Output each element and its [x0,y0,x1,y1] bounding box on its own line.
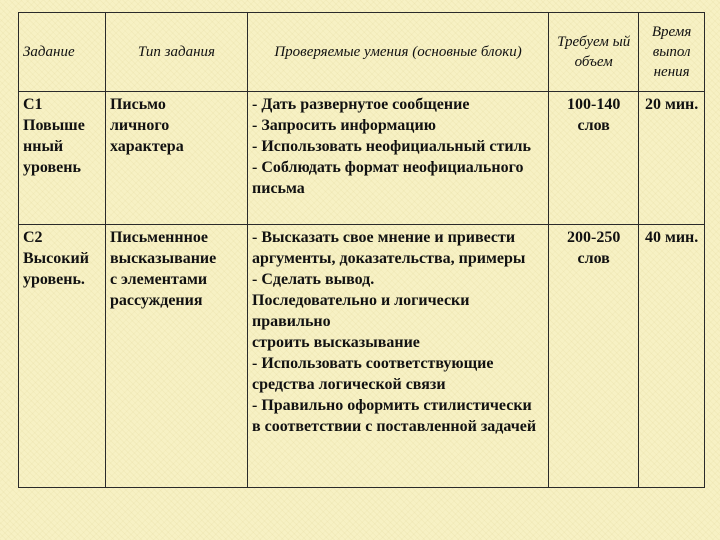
header-task: Задание [19,13,106,92]
skill-item: - Использовать неофициальный стиль [252,138,531,155]
table-row [19,225,705,488]
table-row [19,92,705,225]
skill-item: - Правильно оформить стилистически в соответствии с поставленной задачей [252,397,537,435]
skill-item: - Запросить информацию [252,117,436,134]
task-type-cell [105,225,247,488]
skill-item: Последовательно и логически правильно [252,292,470,330]
skill-item: - Сделать вывод. [252,271,375,288]
volume-cell [549,92,639,225]
volume-cell [549,225,639,488]
task-type-label: Письменнное высказывание с элементами рассуждения [109,229,217,309]
skill-item: - Дать развернутое сообщение [252,96,470,113]
header-time: Время выпол нения [639,13,705,92]
time-cell [639,92,705,225]
task-type-label: Письмо личного характера [109,96,184,155]
task-cell [19,225,106,488]
exam-tasks-table [18,12,705,488]
task-type-cell [105,92,247,225]
task-label: С2 Высокий уровень. [23,229,89,288]
table-header-row [19,13,705,92]
volume-value: 200-250 слов [567,229,621,267]
skill-item: - Высказать свое мнение и привести аргументы, доказательства, примеры [252,229,526,267]
skills-cell [248,225,549,488]
skill-item: - Соблюдать формат неофициального письма [252,159,524,197]
task-label: С1 Повыше нный уровень [23,96,85,176]
header-skills: Проверяемые умения (основные блоки) [248,13,549,92]
skill-item: строить высказывание [252,334,420,351]
volume-value: 100-140 слов [567,96,621,134]
skill-item: - Использовать соответствующие средства логической связи [252,355,494,393]
header-volume: Требуем ый объем [549,13,639,92]
time-value: 40 мин. [644,229,699,246]
time-cell [639,225,705,488]
skills-cell [248,92,549,225]
task-cell [19,92,106,225]
time-value: 20 мин. [644,96,699,113]
header-task-type: Тип задания [105,13,247,92]
